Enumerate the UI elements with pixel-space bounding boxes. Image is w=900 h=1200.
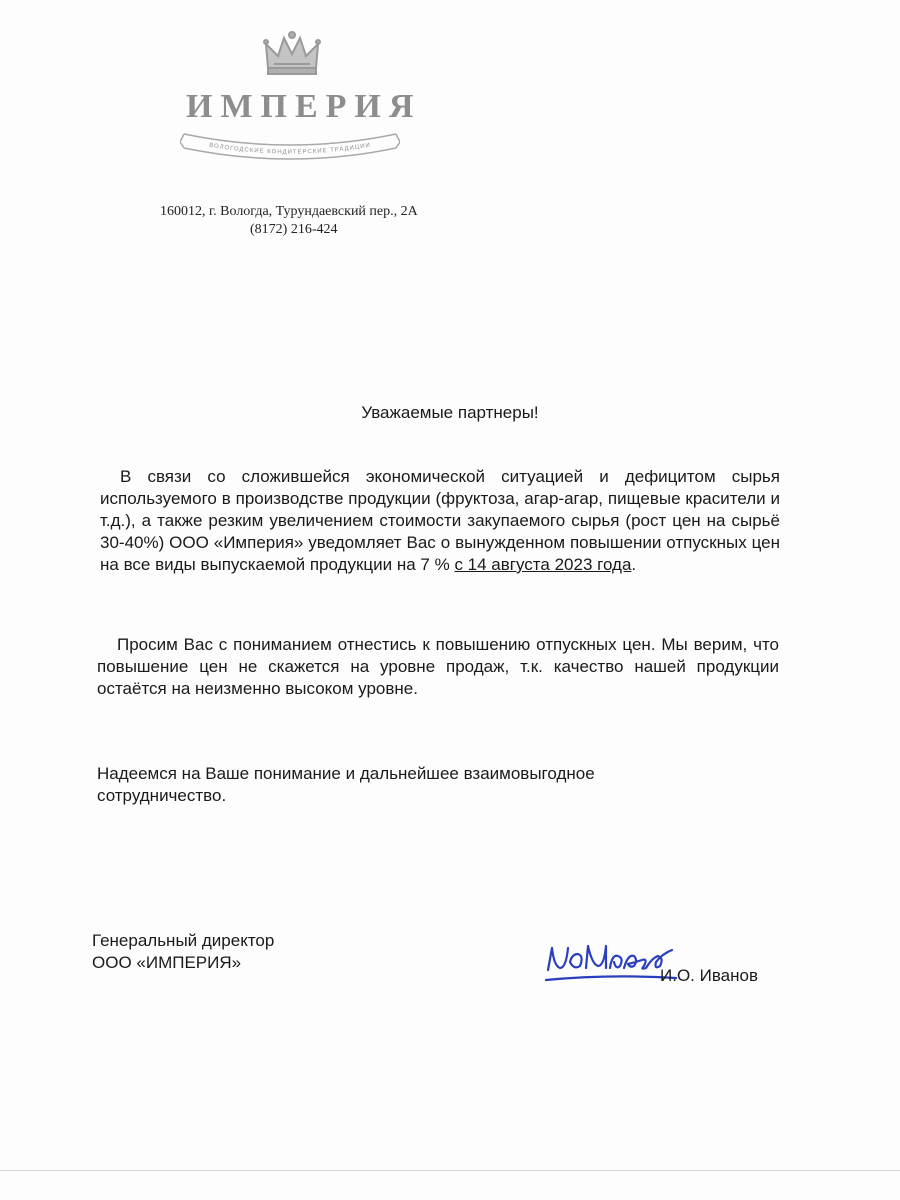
address-line: 160012, г. Вологда, Турундаевский пер., 2А xyxy=(160,204,418,219)
salutation: Уважаемые партнеры! xyxy=(361,403,539,422)
ribbon-text: ВОЛОГОДСКИЕ КОНДИТЕРСКИЕ ТРАДИЦИИ xyxy=(208,142,372,156)
paragraph-understanding: Просим Вас с пониманием отнестись к повышению отпускных цен. Мы верим, что повышение цен не скажется на уровне продаж, т.к. качество нашей продукции остаётся на неизменно высоком уровне. xyxy=(97,635,779,698)
signer-position: Генеральный директор xyxy=(92,931,275,950)
company-logo xyxy=(180,30,422,170)
ribbon-banner xyxy=(180,126,400,166)
effective-date: с 14 августа 2023 года xyxy=(454,555,632,574)
brand-name: ИМПЕРИЯ xyxy=(186,88,422,125)
signer-title xyxy=(92,930,274,974)
company-address xyxy=(160,203,460,239)
signer-company: ООО «ИМПЕРИЯ» xyxy=(92,953,242,972)
signer-name: И.О. Иванов xyxy=(660,966,758,985)
paragraph-price-increase xyxy=(100,466,780,576)
paragraph-closing: Надеемся на Ваше понимание и дальнейшее взаимовыгодное сотрудничество. xyxy=(97,764,595,805)
phone-number: (8172) 216-424 xyxy=(250,222,338,237)
crown-icon xyxy=(262,30,322,78)
page-edge-line xyxy=(0,1170,900,1171)
paragraph1-end: . xyxy=(631,555,637,574)
handwritten-signature xyxy=(540,932,680,992)
paragraph1-text: В связи со сложившейся экономической ситуацией и дефицитом сырья используемого в производстве продукции (фруктоза, агар-агар, пищевые красители и т.д.), а также резким увеличением стоимости закупаемого сырья (рост цен на сырьё 30-40%) ООО «Империя» уведомляет Вас о вынужденном повышении отпускных цен на все виды выпускаемой продукции на 7 % xyxy=(100,467,780,574)
